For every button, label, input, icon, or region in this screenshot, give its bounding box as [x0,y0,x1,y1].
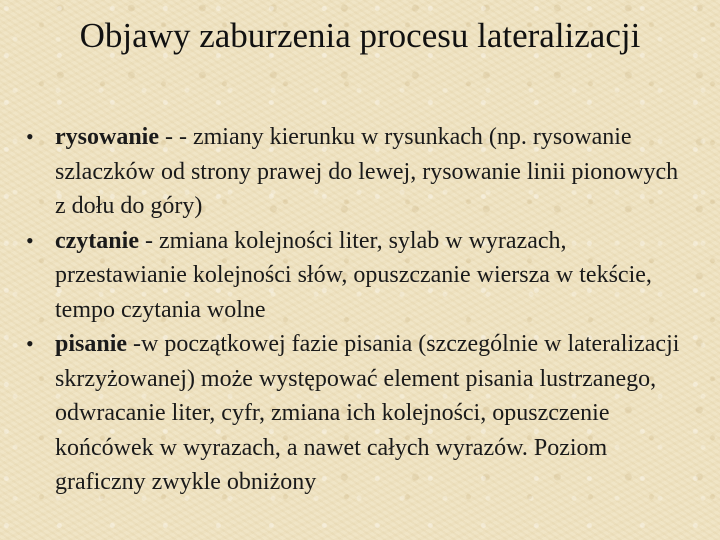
slide-title: Objawy zaburzenia procesu lateralizacji [79,16,641,55]
bullet-term: rysowanie [55,124,159,150]
bullet-text: - zmiana kolejności liter, sylab w wyrazach, przestawianie kolejności słów, opuszczanie wiersza w tekście, tempo czytania wolne [55,227,652,323]
bullet-item-czytanie [20,224,692,328]
bullet-text: -w początkowej fazie pisania (szczególnie w lateralizacji skrzyżowanej) może występować element pisania lustrzanego, odwracanie liter, cyfr, zmiana ich kolejności, opuszczenie końcówek w wyrazach, a nawet całych wyrazów. Poziom graficzny zwykle obniżony [55,331,680,495]
bullet-marker: • [26,331,34,356]
bullet-list [20,120,692,500]
bullet-term: czytanie [55,227,139,254]
bullet-term: pisanie [55,331,128,357]
bullet-marker: • [26,227,34,253]
bullet-item-rysowanie [20,120,692,224]
bullet-item-pisanie [20,327,692,500]
bullet-marker: • [26,124,34,149]
bullet-text: - - zmiany kierunku w rysunkach (np. rysowanie szlaczków od strony prawej do lewej, rysowanie linii pionowych z dołu do góry) [55,124,679,219]
